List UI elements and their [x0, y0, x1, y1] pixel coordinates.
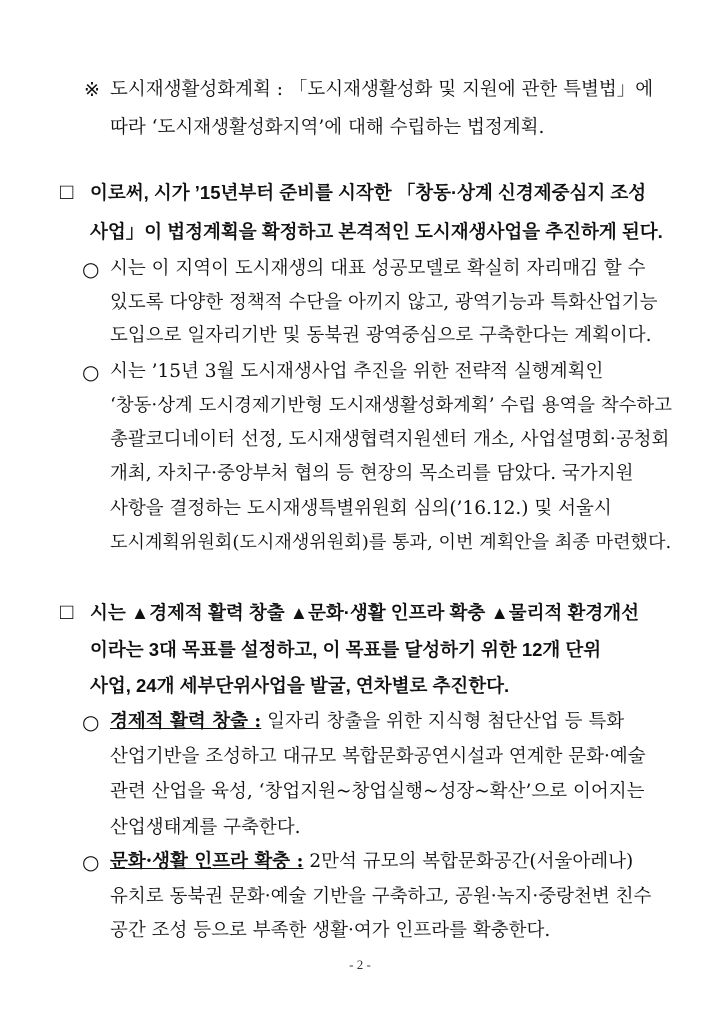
item-text: 일자리 창출을 위한 지식형 첨단산업 등 특화: [261, 711, 625, 732]
paragraph-line-with-label: [110, 710, 624, 734]
paragraph-line: ‘창동·상계 도시경제기반형 도시재생활성화계획’ 수립 용역을 착수하고: [110, 395, 672, 416]
item-label: 문화·생활 인프라 확충 :: [110, 851, 304, 872]
paragraph-line: 있도록 다양한 정책적 수단을 아끼지 않고, 광역기능과 특화산업기능: [110, 292, 658, 313]
section-2-line-1: 시는 ▲경제적 활력 창출 ▲문화·생활 인프라 확충 ▲물리적 환경개선: [90, 602, 639, 623]
bullet-circle: ○: [82, 850, 100, 874]
paragraph-line: 시는 ’15년 3월 도시재생사업 추진을 위한 전략적 실행계획인: [110, 361, 604, 382]
paragraph-line: 관련 산업을 육성, ‘창업지원~창업실행~성장~확산’으로 이어지는: [110, 781, 645, 802]
paragraph-line: 도시계획위원회(도시재생위원회)를 통과, 이번 계획안을 최종 마련했다.: [110, 532, 672, 553]
paragraph-line: 총괄코디네이터 선정, 도시재생협력지원센터 개소, 사업설명회·공청회: [110, 429, 670, 450]
section-2-line-2: 이라는 3대 목표를 설정하고, 이 목표를 달성하기 위한 12개 단위: [90, 639, 602, 660]
paragraph-line: 유치로 동북권 문화·예술 기반을 구축하고, 공원·녹지·중랑천변 친수: [110, 886, 652, 907]
item-text: 2만석 규모의 복합문화공간(서울아레나): [303, 851, 634, 872]
paragraph-line-with-label: [110, 850, 633, 874]
bullet-circle: ○: [82, 710, 100, 734]
paragraph-line: 공간 조성 등으로 부족한 생활·여가 인프라를 확충한다.: [110, 920, 551, 941]
bullet-circle: ○: [82, 257, 100, 281]
paragraph-line: 산업기반을 조성하고 대규모 복합문화공연시설과 연계한 문화·예술: [110, 746, 646, 767]
paragraph-line: 사항을 결정하는 도시재생특별위원회 심의(’16.12.) 및 서울시: [110, 498, 612, 519]
section-1-box: □: [60, 179, 74, 204]
paragraph-line: 산업생태계를 구축한다.: [110, 817, 301, 838]
paragraph-line: 시는 이 지역이 도시재생의 대표 성공모델로 확실히 자리매김 할 수: [110, 258, 646, 279]
section-2-line-3: 사업, 24개 세부단위사업을 발굴, 연차별로 추진한다.: [90, 675, 510, 696]
section-1-line-1: 이로써, 시가 ’15년부터 준비를 시작한 「창동·상계 신경제중심지 조성: [90, 182, 647, 203]
section-2-box: □: [60, 599, 74, 624]
paragraph-line: 도입으로 일자리기반 및 동북권 광역중심으로 구축한다는 계획이다.: [110, 325, 652, 346]
reference-mark: ※: [84, 79, 100, 101]
section-1-line-2: 사업」이 법정계획을 확정하고 본격적인 도시재생사업을 추진하게 된다.: [90, 221, 663, 242]
note-line-2: 따라 ‘도시재생활성화지역’에 대해 수립하는 법정계획.: [110, 117, 545, 138]
note-line-1: 도시재생활성화계획 : 「도시재생활성화 및 지원에 관한 특별법」에: [110, 79, 654, 100]
paragraph-line: 개최, 자치구·중앙부처 협의 등 현장의 목소리를 담았다. 국가지원: [110, 463, 634, 484]
page-number: - 2 -: [349, 957, 371, 972]
item-label: 경제적 활력 창출 :: [110, 711, 262, 732]
bullet-circle: ○: [82, 360, 100, 384]
